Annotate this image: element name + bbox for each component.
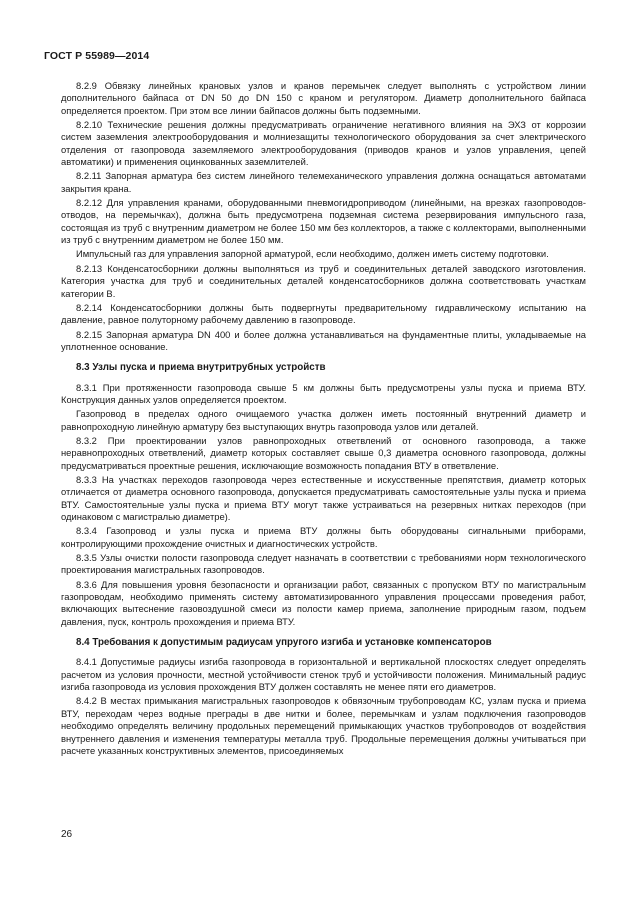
- paragraph-8-3-4: 8.3.4 Газопровод и узлы пуска и приема ВТУ должны быть оборудованы сигнальными приборами, контролирующими прохождение очистных и диагностических устройств.: [61, 525, 586, 549]
- paragraph-8-2-11: 8.2.11 Запорная арматура без систем линейного телемеханического управления должна оснащаться автоматами закрытия крана.: [61, 170, 586, 194]
- paragraph-8-4-2: 8.4.2 В местах примыкания магистральных газопроводов к обвязочным трубопроводам КС, узлам пуска и приема ВТУ, переходам через водные преграды в две нитки и более, перемычкам и узлам подключения газопроводов необходимо определять величину продольных перемещений примыкающих участков трубопроводов от воздействия внутреннего давления и изменения температуры металла труб. Продольные перемещения должны учитываться при расчете указанных конструктивных элементов, присоединяемых: [61, 695, 586, 756]
- paragraph-8-2-13: 8.2.13 Конденсатосборники должны выполняться из труб и соединительных деталей заводского изготовления. Категория участка для труб и соединительных деталей конденсатосборников должна соответствовать участкам категории В.: [61, 262, 586, 299]
- paragraph-8-4-1: 8.4.1 Допустимые радиусы изгиба газопровода в горизонтальной и вертикальной плоскостях следует определять расчетом из условия прочности, местной устойчивости стенок труб и устойчивости положения. Минимальный радиус изгиба газопровода из условия прохождения ВТУ должен составлять не менее пяти его диаметров.: [61, 656, 586, 693]
- paragraph-8-2-9: 8.2.9 Обвязку линейных крановых узлов и кранов перемычек следует выполнять с устройством линии дополнительного байпаса от DN 50 до DN 150 с краном и регулятором. Диаметр дополнительного байпаса определяется проектом. При этом все линии байпасов должны быть подземными.: [61, 80, 586, 116]
- paragraph-8-3-3: 8.3.3 На участках переходов газопровода через естественные и искусственные препятствия, диаметр которых отличается от диаметра основного газопровода, допускается предусматривать самостоятельные узлы пуска и приема ВТУ. Самостоятельные узлы пуска и приема ВТУ могут также устраиваться на резервных нитках переходов (при одинаковом с магистралью диаметре).: [61, 473, 586, 522]
- page-number: 26: [61, 829, 73, 840]
- paragraph-8-2-14: 8.2.14 Конденсатосборники должны быть подвергнуты предварительному гидравлическому испытанию на давление, равное полуторному рабочему давлению в газопроводе.: [61, 301, 586, 326]
- paragraph-impulse-gas: Импульсный газ для управления запорной арматурой, если необходимо, должен иметь систему подготовки.: [76, 248, 549, 260]
- document-header: ГОСТ Р 55989—2014: [44, 50, 150, 62]
- paragraph-8-2-15: 8.2.15 Запорная арматура DN 400 и более должна устанавливаться на фундаментные плиты, укладываемые на уплотненное основание.: [61, 328, 586, 352]
- paragraph-8-2-12: 8.2.12 Для управления кранами, оборудованными пневмогидроприводом (линейными, на врезках газопроводов-отводов, на перемычках), должна быть предусмотрена подземная система резервирования импульсного газа, состоящая из труб с внутренним диаметром не более 150 мм без коллекторов, а также с коллекторами, выполненными из труб с внутренним диаметром не более 150 мм.: [61, 197, 586, 246]
- section-heading-8-3: 8.3 Узлы пуска и приема внутритрубных устройств: [76, 362, 326, 374]
- section-heading-8-4: 8.4 Требования к допустимым радиусам упругого изгиба и установке компенсаторов: [76, 637, 492, 649]
- paragraph-8-3-1: 8.3.1 При протяженности газопровода свыше 5 км должны быть предусмотрены узлы пуска и приема ВТУ. Конструкция данных узлов определяется проектом.: [61, 381, 586, 405]
- paragraph-8-2-10: 8.2.10 Технические решения должны предусматривать ограничение негативного влияния на ЭХЗ от коррозии систем заземления электрооборудования и молниезащиты технологического оборудования за счет электрического отделения от газопровода заземляемого электрооборудования (приводов кранов и узлов управления, цепей автоматики) и применения оцинкованных заземлителей.: [61, 119, 586, 168]
- paragraph-8-3-2: 8.3.2 При проектировании узлов равнопроходных ответвлений от основного газопровода, а также неравнопроходных ответвлений, диаметр которых составляет свыше 0,3 диаметра основного газопровода, должны предусматриваться проектные решения, исключающие возможность попадания ВТУ в ответвление.: [61, 434, 586, 471]
- page-body: [61, 80, 586, 759]
- paragraph-8-3-5: 8.3.5 Узлы очистки полости газопровода следует назначать в соответствии с требованиями норм технологического проектирования магистральных газопроводов.: [61, 552, 586, 576]
- paragraph-pipeline-diameter: Газопровод в пределах одного очищаемого участка должен иметь постоянный внутренний диаметр и равнопроходную линейную арматуру без выступающих внутрь газопровода узлов или деталей.: [61, 408, 586, 432]
- paragraph-8-3-6: 8.3.6 Для повышения уровня безопасности и организации работ, связанных с пропуском ВТУ по магистральным газопроводам, необходимо применять систему автоматизированного управления процессами проведения работ, включающих вытеснение газовоздушной смеси из полости камер приема, заполнение природным газом, подъем давления, пуск, контроль прохождения и приема ВТУ.: [61, 578, 586, 627]
